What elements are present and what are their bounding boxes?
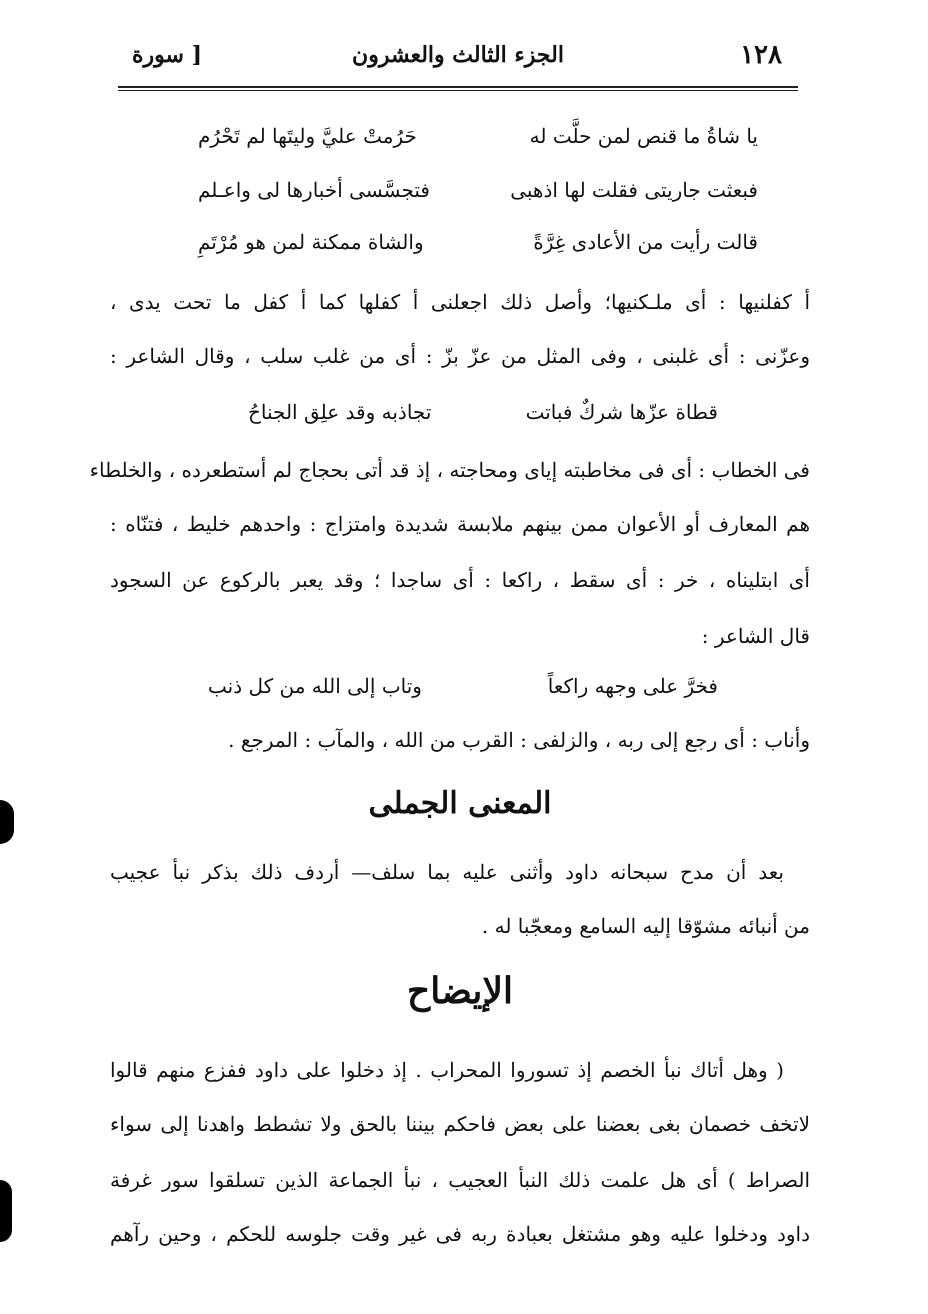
scan-blot [0,800,14,844]
verse-second-hemistich: حَرُمتْ عليَّ وليتَها لم تَحْرُم [198,124,417,148]
text-line: قال الشاعر : [701,624,810,648]
verse-first-hemistich: فخرَّ على وجهه راكعاً [547,674,718,698]
text-line: داود ودخلوا عليه وهو مشتغل بعبادة ربه فى غير وقت جلوسه للحكم ، وحين رآهم [110,1222,810,1246]
verse-first-hemistich: فبعثت جاريتى فقلت لها اذهبى [510,178,758,202]
verse-line [198,170,758,210]
header-rule [118,86,798,88]
verse-first-hemistich: يا شاةُ ما قنص لمن حلَّت له [529,124,758,148]
verse-second-hemistich: والشاة ممكنة لمن هو مُرْتَمِ [198,230,424,254]
verse-second-hemistich: تجاذبه وقد علِق الجناحُ [248,400,432,424]
text-line: أ كفلنيها : أى ملـكنيها؛ وأصل ذلك اجعلنى أ كفلها كما أ كفل ما تحت يدى ، [110,290,810,314]
text-line: أى ابتليناه ، خر : أى سقط ، راكعا : أى ساجدا ؛ وقد يعبر بالركوع عن السجود [110,568,810,592]
verse-line [198,222,758,262]
page-header [118,38,798,82]
verse-first-hemistich: قالت رأيت من الأعادى غِرَّةً [533,230,758,254]
section-heading: الإيضاح [407,970,513,1012]
verse-line [208,666,718,706]
header-rule [118,90,798,91]
verse-line [248,392,718,432]
text-line: وعزّنى : أى غلبنى ، وفى المثل من عزّ بزّ : أى من غلب سلب ، وقال الشاعر : [110,344,810,368]
running-title: الجزء الثالث والعشرون [352,42,564,68]
text-line: ( وهل أتاك نبأ الخصم إذ تسوروا المحراب . إذ دخلوا على داود ففزع منهم قالوا [110,1058,784,1082]
text-line: بعد أن مدح سبحانه داود وأثنى عليه بما سلف— أردف ذلك بذكر نبأ عجيب [110,860,784,884]
text-line: من أنبائه مشوّقا إليه السامع ومعجّبا له . [481,914,810,938]
text-line: فى الخطاب : أى فى مخاطبته إياى ومحاجته ، إذ قد أتى بحجاج لم أستطعرده ، والخلطاء [89,458,810,482]
surah-label: [ سورة [132,42,203,68]
section-heading: المعنى الجملى [368,786,552,821]
verse-second-hemistich: فتجسَّسى أخبارها لى واعـلم [198,178,430,202]
text-line: الصراط ) أى هل علمت ذلك النبأ العجيب ، نبأ الجماعة الذين تسلقوا سور غرفة [110,1168,810,1192]
text-line: هم المعارف أو الأعوان ممن بينهم ملابسة شديدة وامتزاج : واحدهم خليط ، فتنّاه : [110,512,810,536]
verse-first-hemistich: قطاة عزّها شركٌ فباتت [525,400,718,424]
text-line: وأناب : أى رجع إلى ربه ، والزلفى : القرب من الله ، والمآب : المرجع . [228,728,810,752]
verse-second-hemistich: وتاب إلى الله من كل ذنب [208,674,422,698]
page-number: ١٢٨ [740,40,782,70]
text-line: لاتخف خصمان بغى بعضنا على بعض فاحكم بيننا بالحق ولا تشطط واهدنا إلى سواء [110,1112,810,1136]
verse-line [198,116,758,156]
scan-blot [0,1180,12,1242]
